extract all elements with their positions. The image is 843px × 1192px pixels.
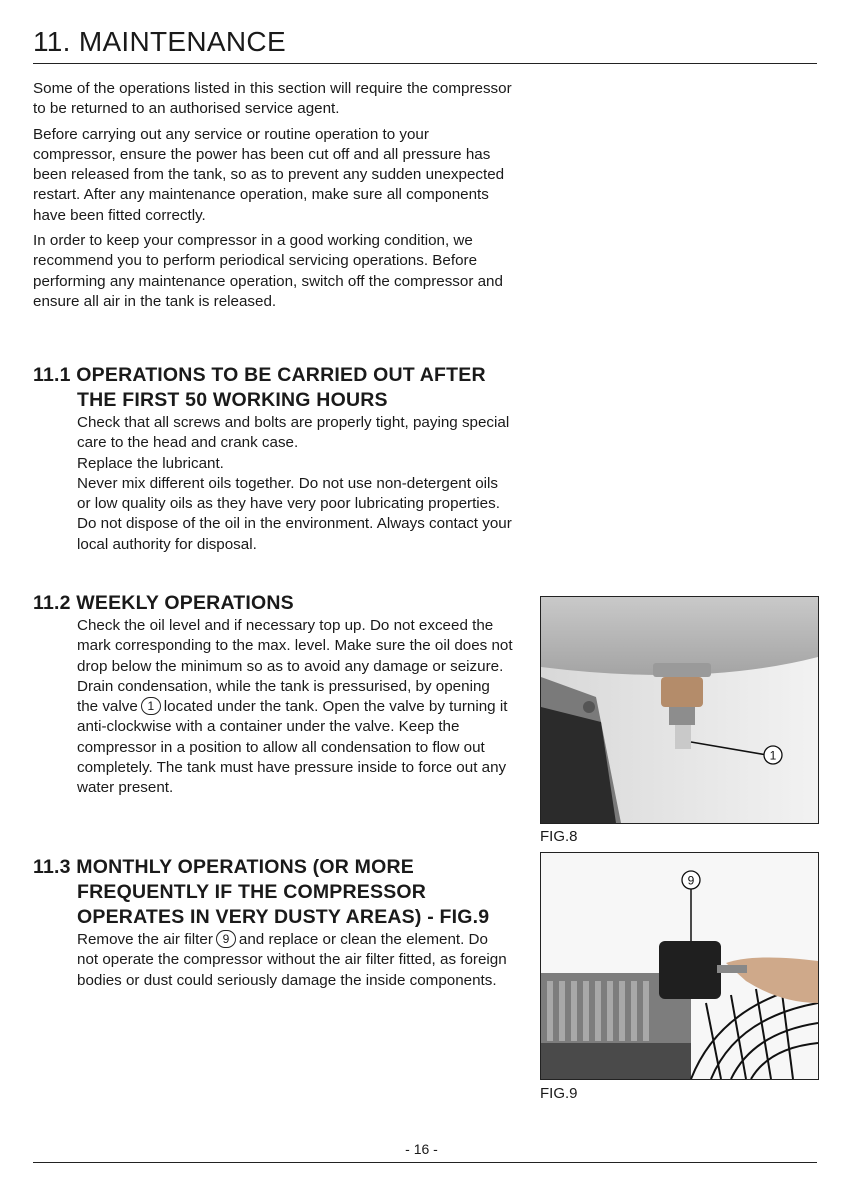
text-run: Remove the air filter	[77, 931, 213, 948]
figure-9-air-filter-photo	[540, 852, 819, 1080]
footer-divider	[33, 1162, 817, 1163]
section-weekly-operations	[33, 591, 513, 799]
valve-base	[653, 663, 711, 677]
intro-paragraph: Before carrying out any service or routine operation to your compressor, ensure the power has been cut off and all pressure has been released from the tank, so as to prevent any sudden unexpected restart. After any maintenance operation, make sure all components have been fitted correctly.	[33, 125, 505, 224]
section-heading: 11.1 OPERATIONS TO BE CARRIED OUT AFTER THE FIRST 50 WORKING HOURS	[33, 364, 486, 411]
text-run: located under the tank. Open the valve by turning it anti-clockwise with a container under the valve. Keep the compressor in a position to allow all condensation to flow out completely. The tank must have pressure inside to force out any water present.	[77, 698, 508, 797]
drain-valve-illustration	[541, 597, 818, 823]
intro-paragraph: Some of the operations listed in this section will require the compressor to be returned to an authorised service agent.	[33, 80, 512, 118]
intro-paragraph: In order to keep your compressor in a good working condition, we recommend you to perform periodical servicing operations. Before performing any maintenance operation, switch off the compressor and ensure all air in the tank is released.	[33, 232, 503, 310]
section-first-50-hours	[33, 363, 513, 555]
drain-valve	[675, 725, 691, 749]
air-filter-illustration	[541, 853, 818, 1079]
air-filter-housing	[659, 941, 721, 999]
figure-8-caption: FIG.8	[540, 828, 578, 845]
section-heading: 11.2 WEEKLY OPERATIONS	[33, 592, 294, 614]
section-body	[77, 616, 513, 799]
callout-marker: 9	[216, 930, 236, 948]
title-divider	[33, 63, 817, 64]
section-paragraph: Check that all screws and bolts are properly tight, paying special care to the head and crank case.	[77, 414, 510, 452]
callout-marker: 1	[141, 697, 161, 715]
section-paragraph: Never mix different oils together. Do not use non-detergent oils or low quality oils as they have very poor lubricating properties. Do not dispose of the oil in the environment. Always contact your local authority for disposal.	[77, 474, 512, 553]
valve-nut	[661, 677, 703, 707]
section-paragraph: Replace the lubricant.	[77, 454, 224, 472]
section-paragraph	[77, 616, 513, 799]
text-run: Check the oil level and if necessary top up. Do not exceed the mark corresponding to the max. level. Make sure the oil does not drop below the minimum so as to avoid any damage or seizure. Drain condensation, while the tank is pressurised, by opening the valve	[77, 617, 513, 716]
callout-marker-label: 1	[769, 748, 777, 763]
section-monthly-operations	[33, 855, 513, 991]
section-heading: 11.3 MONTHLY OPERATIONS (OR MORE FREQUENTLY IF THE COMPRESSOR OPERATES IN VERY DUSTY AREAS) - FIG.9	[33, 856, 490, 928]
section-body	[77, 413, 513, 555]
callout-marker-label: 9	[687, 873, 695, 888]
page-number: - 16 -	[405, 1141, 438, 1157]
page-title: 11. MAINTENANCE	[33, 26, 286, 57]
figure-8-drain-valve-photo	[540, 596, 819, 824]
section-body	[77, 930, 513, 991]
section-paragraph	[77, 930, 513, 991]
figure-9-caption: FIG.9	[540, 1085, 578, 1102]
intro-text	[33, 79, 513, 317]
text-run: and replace or clean the element. Do not operate the compressor without the air filter fitted, as foreign bodies or dust could seriously damage the inside components.	[77, 931, 507, 989]
